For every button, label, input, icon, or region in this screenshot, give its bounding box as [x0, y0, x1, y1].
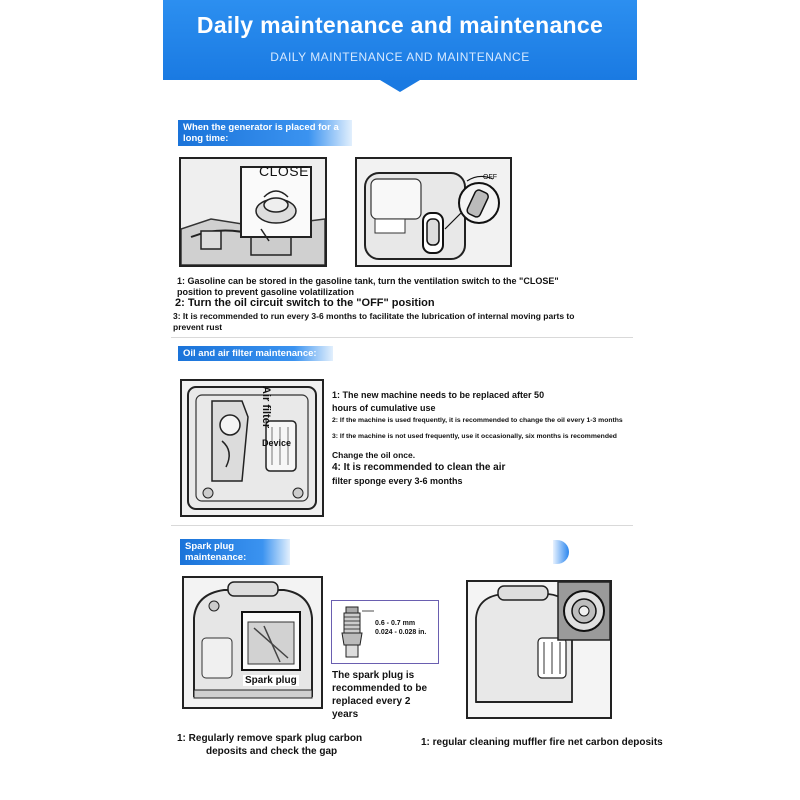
air-filter-vertical-text: Air filter [260, 386, 272, 429]
section2-step1: 1: The new machine needs to be replaced after 50 [332, 390, 545, 400]
gap-in: 0.024 - 0.028 in. [375, 629, 427, 636]
spark-note-line3: replaced every 2 [332, 696, 411, 707]
page-subtitle: DAILY MAINTENANCE AND MAINTENANCE [270, 50, 530, 64]
divider [171, 525, 633, 526]
device-text: Device [262, 438, 292, 448]
spark-plug-generator-image [182, 576, 323, 709]
gap-mm: 0.6 - 0.7 mm [375, 620, 416, 627]
caption-right: 1: regular cleaning muffler fire net carbon deposits [421, 737, 663, 748]
close-text: CLOSE [259, 163, 309, 179]
decorative-blue-chip [553, 540, 569, 564]
section1-step1: 1: Gasoline can be stored in the gasoline tank, turn the ventilation switch to the "CLOSE" [177, 276, 559, 286]
section1-step1-cont: position to prevent gasoline volatilization [177, 287, 355, 297]
banner-notch [380, 80, 420, 92]
caption-left-line1: 1: Regularly remove spark plug carbon [177, 733, 363, 744]
section2-step4: 4: It is recommended to clean the air [332, 462, 506, 473]
section2-step3: 3: If the machine is not used frequently, use it occasionally, six months is recommended [332, 433, 617, 440]
page-title: Daily maintenance and maintenance [196, 12, 604, 38]
off-text: OFF [483, 174, 497, 181]
section3-label: Spark plug maintenance: [180, 539, 290, 565]
spark-note-line2: recommended to be [332, 683, 428, 694]
section1-step3: 3: It is recommended to run every 3-6 months to facilitate the lubrication of internal moving parts to [173, 311, 575, 321]
muffler-image [466, 580, 612, 719]
spark-note-line4: years [332, 709, 359, 720]
divider [171, 337, 633, 338]
page [163, 0, 663, 800]
spark-note-line1: The spark plug is [332, 670, 415, 681]
section1-step2: 2: Turn the oil circuit switch to the "OFF" position [175, 297, 435, 309]
section2-label: Oil and air filter maintenance: [178, 346, 333, 361]
caption-left-line2: deposits and check the gap [206, 746, 338, 757]
section2-step1-cont: hours of cumulative use [332, 403, 436, 413]
section1-label: When the generator is placed for a long time: [178, 120, 352, 146]
section2-step4-cont: filter sponge every 3-6 months [332, 476, 463, 486]
section2-step2: 2: If the machine is used frequently, it is recommended to change the oil every 1-3 months [332, 417, 623, 424]
air-filter-image [180, 379, 324, 517]
section1-step3-cont: prevent rust [173, 322, 223, 332]
spark-plug-label: Spark plug [245, 675, 297, 686]
header-banner [163, 0, 637, 80]
section2-step3-cont: Change the oil once. [332, 450, 416, 460]
